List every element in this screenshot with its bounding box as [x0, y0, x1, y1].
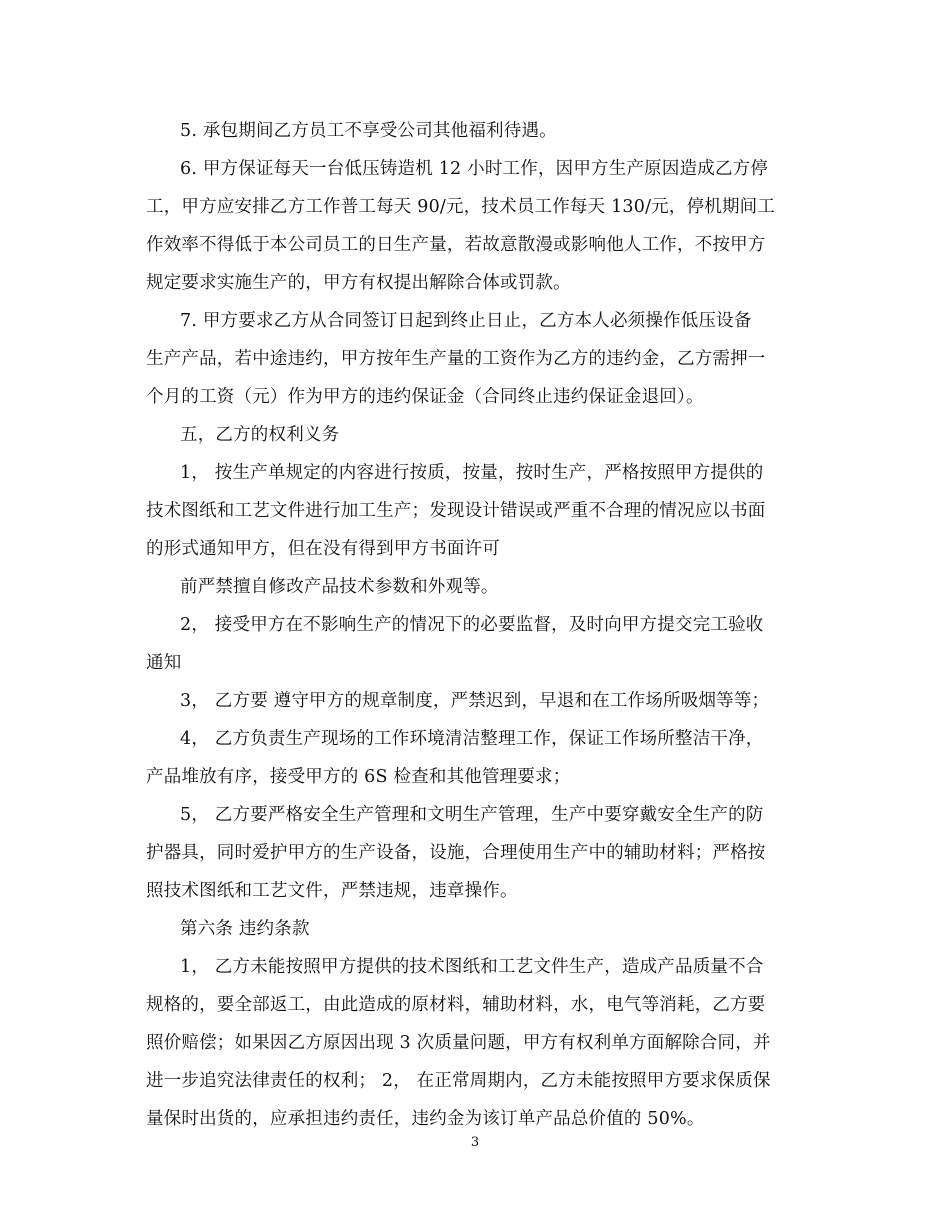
section-heading: 第六条 违约条款: [180, 919, 310, 939]
text-line: 照价赔偿；如果因乙方原因出现 3 次质量问题，甲方有权利单方面解除合同，并: [146, 1033, 771, 1053]
text-line: 1， 乙方未能按照甲方提供的技术图纸和工艺文件生产，造成产品质量不合: [180, 957, 764, 977]
text-line: 生产产品，若中途违约，甲方按年生产量的工资作为乙方的违约金，乙方需押一: [146, 349, 766, 369]
text-line: 4， 乙方负责生产现场的工作环境清洁整理工作，保证工作场所整洁干净，: [180, 729, 764, 749]
text-line: 通知: [146, 653, 182, 673]
text-line: 个月的工资（元）作为甲方的违约保证金（合同终止违约保证金退回）。: [146, 387, 704, 407]
page-number: 3: [470, 1135, 480, 1150]
text-line: 5. 承包期间乙方员工不享受公司其他福利待遇。: [180, 121, 557, 141]
text-line: 照技术图纸和工艺文件，严禁违规，违章操作。: [146, 881, 518, 901]
text-line: 6. 甲方保证每天一台低压铸造机 12 小时工作，因甲方生产原因造成乙方停: [180, 159, 769, 179]
section-heading: 五，乙方的权利义务: [180, 425, 340, 445]
text-line: 2， 接受甲方在不影响生产的情况下的必要监督，及时向甲方提交完工验收: [180, 615, 764, 635]
text-line: 进一步追究法律责任的权利； 2， 在正常周期内，乙方未能按照甲方要求保质保: [146, 1071, 771, 1091]
text-line: 工，甲方应安排乙方工作普工每天 90/元，技术员工作每天 130/元，停机期间工: [146, 197, 776, 217]
text-line: 前严禁擅自修改产品技术参数和外观等。: [180, 577, 499, 597]
text-line: 产品堆放有序，接受甲方的 6S 检查和其他管理要求；: [146, 767, 571, 787]
text-line: 1， 按生产单规定的内容进行按质，按量，按时生产，严格按照甲方提供的: [180, 463, 764, 483]
text-line: 7. 甲方要求乙方从合同签订日起到终止日止，乙方本人必须操作低压设备: [180, 311, 752, 331]
text-line: 量保时出货的，应承担违约责任，违约金为该订单产品总价值的 50%。: [146, 1109, 705, 1129]
text-line: 3， 乙方要 遵守甲方的规章制度，严禁迟到，早退和在工作场所吸烟等等；: [180, 691, 770, 711]
text-line: 规定要求实施生产的，甲方有权提出解除合体或罚款。: [146, 273, 571, 293]
text-line: 的形式通知甲方，但在没有得到甲方书面许可: [146, 539, 500, 559]
text-line: 规格的，要全部返工，由此造成的原材料，辅助材料，水，电气等消耗，乙方要: [146, 995, 766, 1015]
text-line: 5， 乙方要严格安全生产管理和文明生产管理，生产中要穿戴安全生产的防: [180, 805, 764, 825]
text-line: 技术图纸和工艺文件进行加工生产；发现设计错误或严重不合理的情况应以书面: [146, 501, 766, 521]
text-line: 作效率不得低于本公司员工的日生产量，若故意散漫或影响他人工作，不按甲方: [146, 235, 766, 255]
text-line: 护器具，同时爱护甲方的生产设备，设施，合理使用生产中的辅助材料；严格按: [146, 843, 766, 863]
